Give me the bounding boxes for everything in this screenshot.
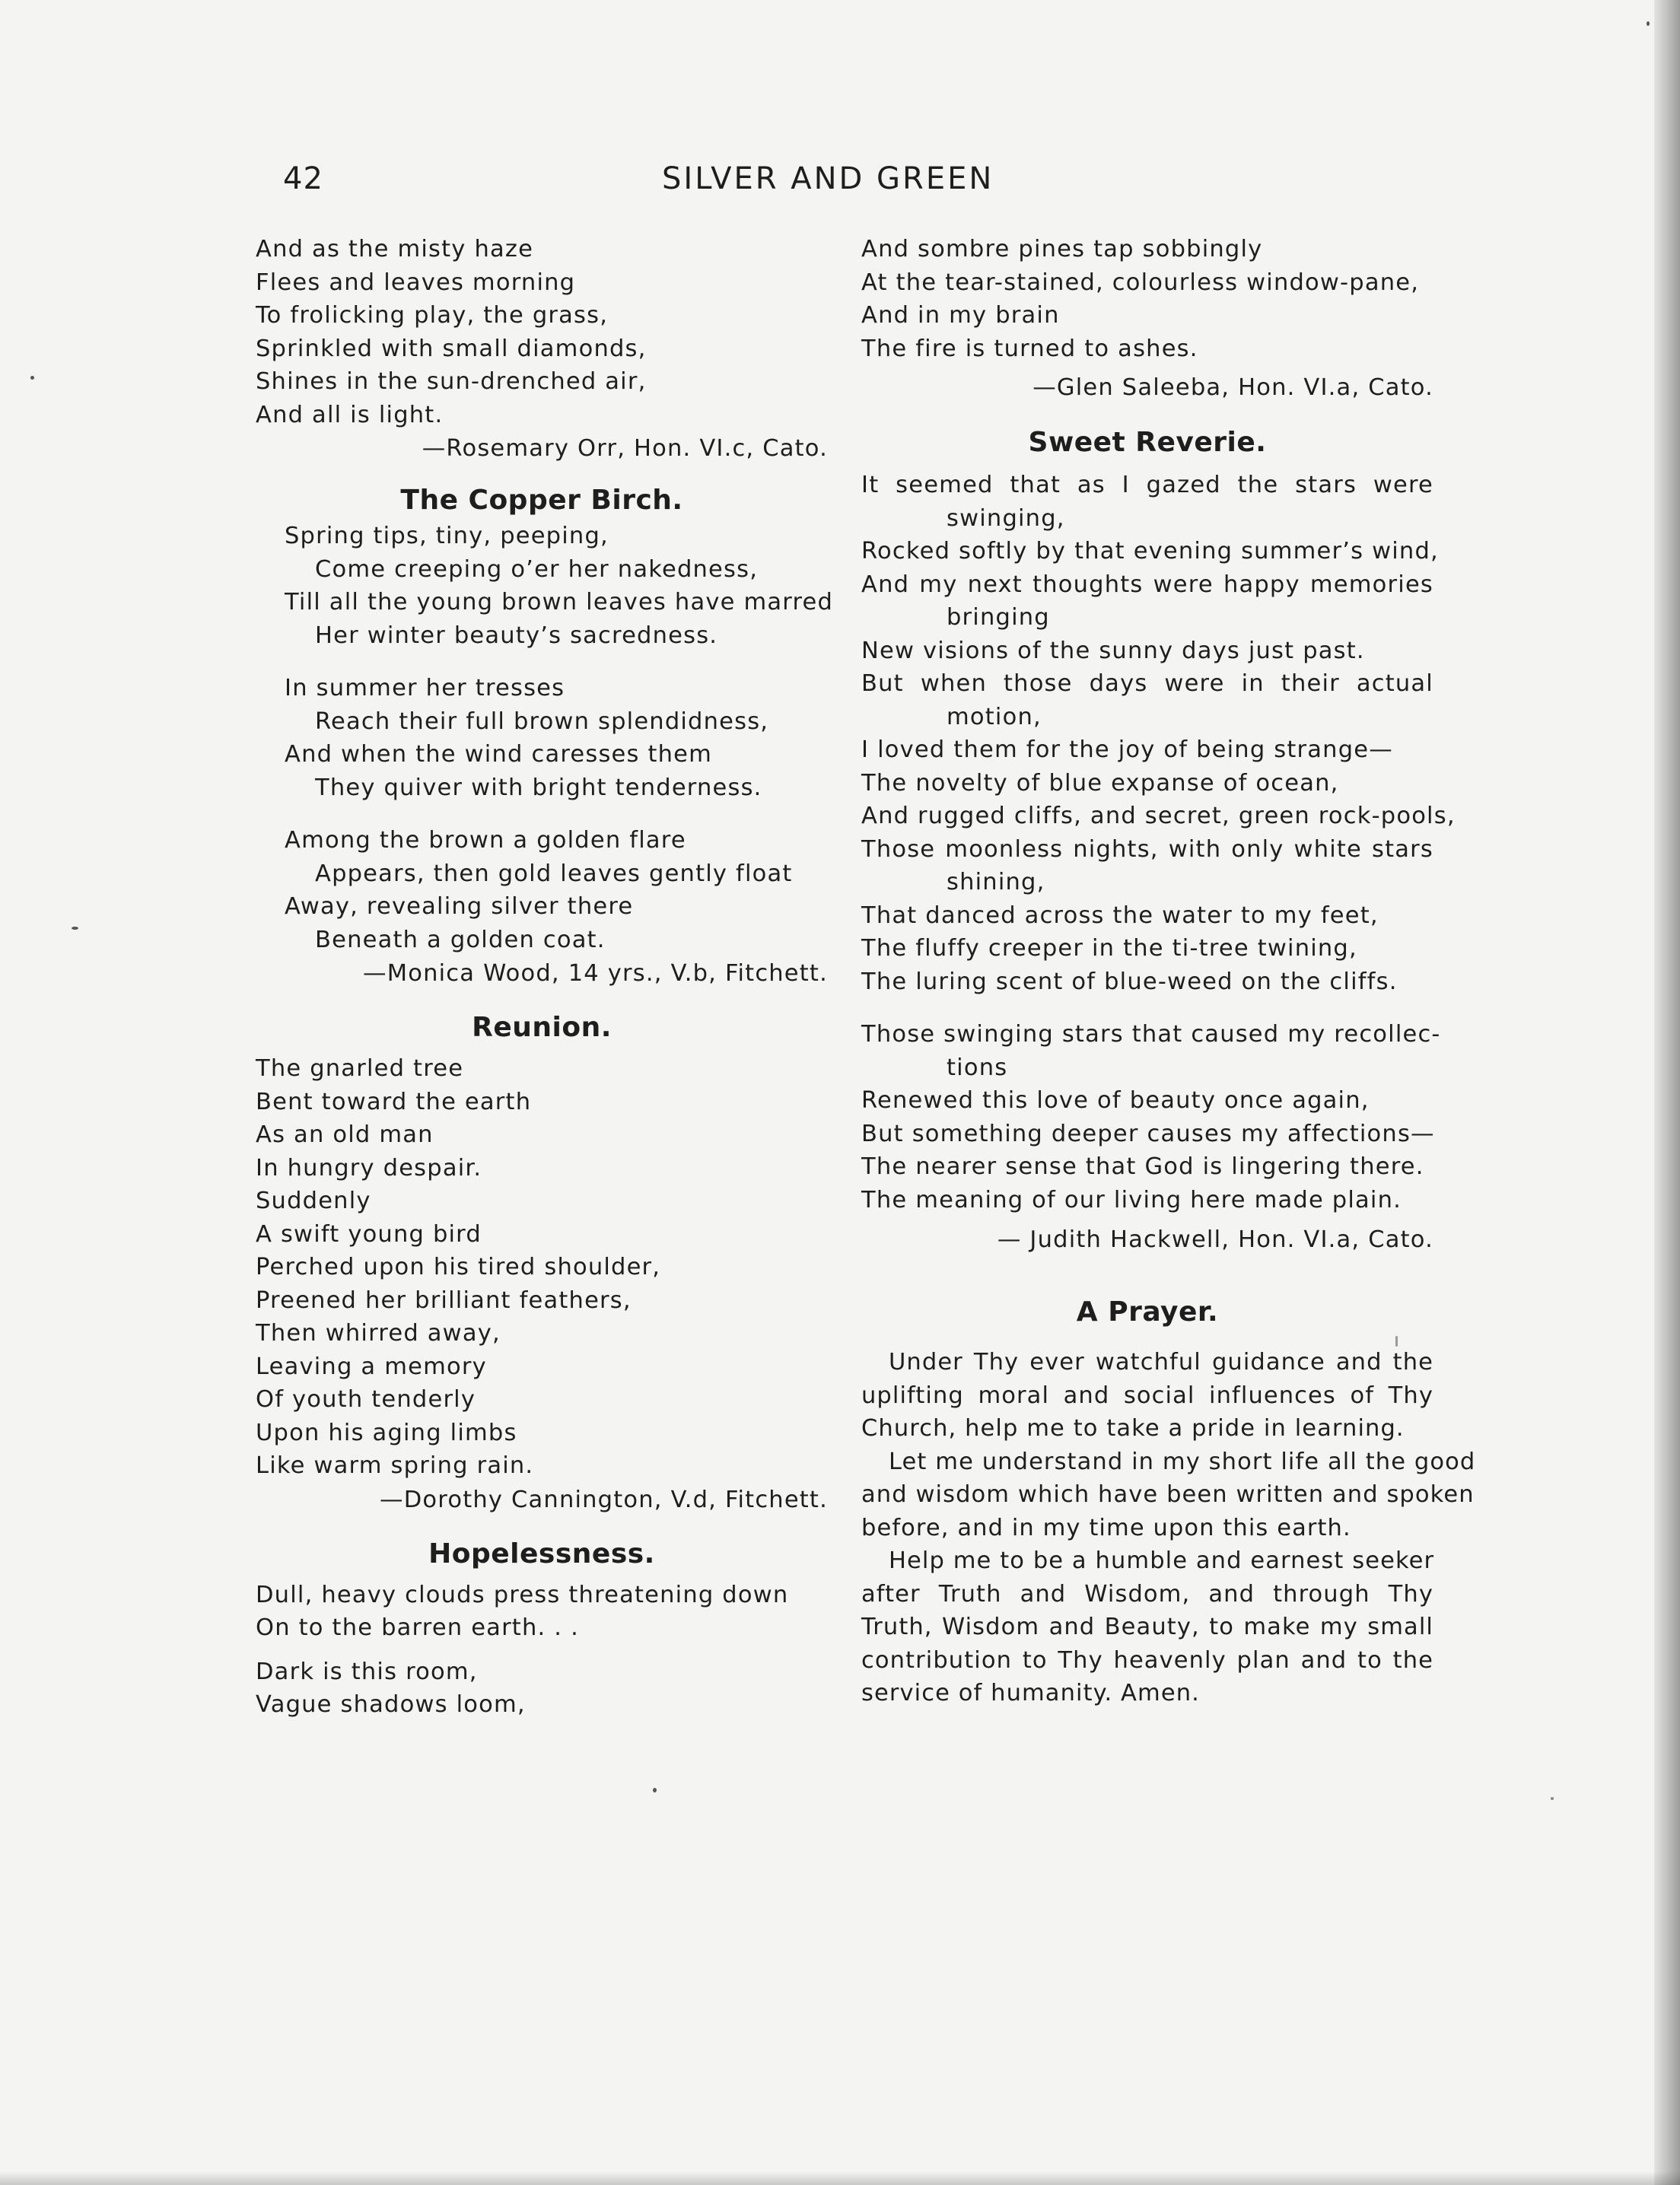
poem-line: That danced across the water to my feet, (861, 902, 1379, 929)
poem-line: Appears, then gold leaves gently float (315, 860, 793, 887)
prose-line: before, and in my time upon this earth. (861, 1514, 1351, 1541)
scan-speck (1551, 1797, 1554, 1800)
poem-line: It seemed that as I gazed the stars were (861, 472, 1433, 498)
running-title: SILVER AND GREEN (662, 161, 994, 196)
poem-line: bringing (947, 604, 1050, 631)
poem-line: The gnarled tree (256, 1055, 464, 1082)
poem-line: Beneath a golden coat. (315, 926, 606, 953)
poem-line: Leaving a memory (256, 1353, 487, 1380)
poem-line: motion, (947, 703, 1042, 730)
poem-line: Renewed this love of beauty once again, (861, 1087, 1370, 1114)
poem-attribution: —Dorothy Cannington, V.d, Fitchett. (380, 1486, 828, 1513)
prose-line: Church, help me to take a pride in learning. (861, 1415, 1405, 1442)
poem-line: On to the barren earth. . . (256, 1614, 579, 1641)
poem-line: swinging, (947, 504, 1065, 532)
poem-line: Vague shadows loom, (256, 1691, 526, 1718)
poem-line: The fluffy creeper in the ti-tree twining, (861, 935, 1357, 962)
poem-line: Shines in the sun-drenched air, (256, 368, 647, 395)
poem-line: Reach their full brown splendidness, (315, 708, 769, 735)
poem-line: And sombre pines tap sobbingly (861, 236, 1263, 262)
poem-title: Hopelessness. (428, 1538, 655, 1570)
poem-line: And rugged cliffs, and secret, green rock-pools, (861, 803, 1456, 829)
poem-line: Dark is this room, (256, 1658, 478, 1685)
poem-line: Preened her brilliant feathers, (256, 1287, 632, 1314)
poem-line: But when those days were in their actual (861, 670, 1433, 697)
poem-line: The fire is turned to ashes. (861, 335, 1198, 362)
poem-line: And as the misty haze (256, 236, 534, 262)
prose-line: service of humanity. Amen. (861, 1680, 1200, 1706)
poem-line: I loved them for the joy of being strange— (861, 736, 1393, 763)
right-column (861, 233, 1476, 1710)
page-bottom-shadow (0, 2171, 1680, 2185)
poem-line: The meaning of our living here made plain. (861, 1186, 1402, 1213)
scan-speck (653, 1788, 657, 1792)
poem-line: And in my brain (861, 302, 1060, 329)
poem-line: Suddenly (256, 1188, 371, 1214)
poem-line: And my next thoughts were happy memories (861, 571, 1433, 598)
poem-line: Like warm spring rain. (256, 1452, 534, 1479)
poem-line: The luring scent of blue-weed on the cliffs. (861, 968, 1398, 995)
poem-line: Bent toward the earth (256, 1088, 532, 1115)
prose-line: contribution to Thy heavenly plan and to the (861, 1646, 1433, 1674)
poem-line: The novelty of blue expanse of ocean, (861, 769, 1339, 797)
poem-hopelessness-continued (861, 233, 1433, 405)
prose-line: Help me to be a humble and earnest seeker (889, 1547, 1435, 1574)
left-column (256, 233, 834, 1722)
poem-line: In summer her tresses (285, 675, 565, 701)
poem-line: The nearer sense that God is lingering there. (861, 1153, 1424, 1180)
poem-hopelessness (256, 1518, 828, 1722)
poem-line: At the tear-stained, colourless window-pane, (861, 269, 1420, 296)
poem-line: Till all the young brown leaves have marred (285, 589, 834, 615)
poem-line: To frolicking play, the grass, (256, 302, 609, 329)
poem-line: But something deeper causes my affections— (861, 1120, 1435, 1147)
scan-speck (1647, 21, 1650, 26)
poem-line: Sprinkled with small diamonds, (256, 335, 647, 362)
poem-line: Perched upon his tired shoulder, (256, 1254, 661, 1280)
poem-line: Come creeping o’er her nakedness, (315, 555, 759, 583)
poem-title: Reunion. (472, 1012, 612, 1043)
poem-copper-birch (256, 466, 834, 991)
poem-line: Flees and leaves morning (256, 269, 576, 296)
poem-line: Those swinging stars that caused my recollec- (861, 1021, 1441, 1048)
poem-line: Upon his aging limbs (256, 1419, 517, 1446)
book-spine-shadow (1654, 0, 1680, 2185)
prose-title: A Prayer. (1076, 1296, 1219, 1328)
prose-line: Under Thy ever watchful guidance and the (889, 1349, 1433, 1376)
poem-line: They quiver with bright tenderness. (315, 774, 762, 801)
prose-line: Let me understand in my short life all the good (889, 1448, 1476, 1475)
poem-line: Spring tips, tiny, peeping, (285, 523, 609, 549)
prose-line: and wisdom which have been written and spoken (861, 1481, 1475, 1508)
poem-attribution: —Monica Wood, 14 yrs., V.b, Fitchett. (363, 960, 828, 987)
poem-title: Sweet Reverie. (1028, 427, 1267, 458)
poem-line: Away, revealing silver there (285, 893, 634, 920)
poem-line: Among the brown a golden flare (285, 827, 686, 854)
poem-line: Rocked softly by that evening summer’s wind, (861, 538, 1439, 565)
poem-line: A swift young bird (256, 1220, 482, 1248)
poem-reunion (256, 991, 828, 1518)
poem-attribution: —Glen Saleeba, Hon. VI.a, Cato. (1032, 374, 1433, 401)
prose-line: after Truth and Wisdom, and through Thy (861, 1580, 1433, 1608)
prose-line: Truth, Wisdom and Beauty, to make my small (861, 1614, 1433, 1640)
poem-title: The Copper Birch. (400, 485, 683, 516)
poem-line: New visions of the sunny days just past. (861, 637, 1365, 664)
poem-line: tions (947, 1054, 1008, 1081)
poem-sweet-reverie (861, 405, 1456, 1259)
poem-attribution: —Rosemary Orr, Hon. VI.c, Cato. (422, 435, 828, 462)
poem-line: Her winter beauty’s sacredness. (315, 622, 718, 649)
poem-line: Then whirred away, (256, 1320, 501, 1347)
poem-attribution: — Judith Hackwell, Hon. VI.a, Cato. (997, 1226, 1433, 1253)
scan-speck (72, 927, 78, 930)
poem-line: shining, (947, 869, 1045, 895)
scan-speck (1395, 1336, 1398, 1347)
poem-line: Dull, heavy clouds press threatening down (256, 1581, 789, 1608)
poem-line: Of youth tenderly (256, 1386, 476, 1413)
page-number: 42 (283, 161, 323, 196)
poem-line: In hungry despair. (256, 1154, 482, 1182)
poem-line: As an old man (256, 1121, 434, 1148)
prose-a-prayer (861, 1259, 1476, 1710)
scan-speck (30, 376, 34, 380)
poem-line: And all is light. (256, 401, 444, 428)
poem-line: And when the wind caresses them (285, 741, 713, 768)
poem-line: Those moonless nights, with only white stars (861, 835, 1433, 863)
prose-line: uplifting moral and social influences of Thy (861, 1382, 1433, 1409)
intro-poem-ending (256, 233, 828, 466)
